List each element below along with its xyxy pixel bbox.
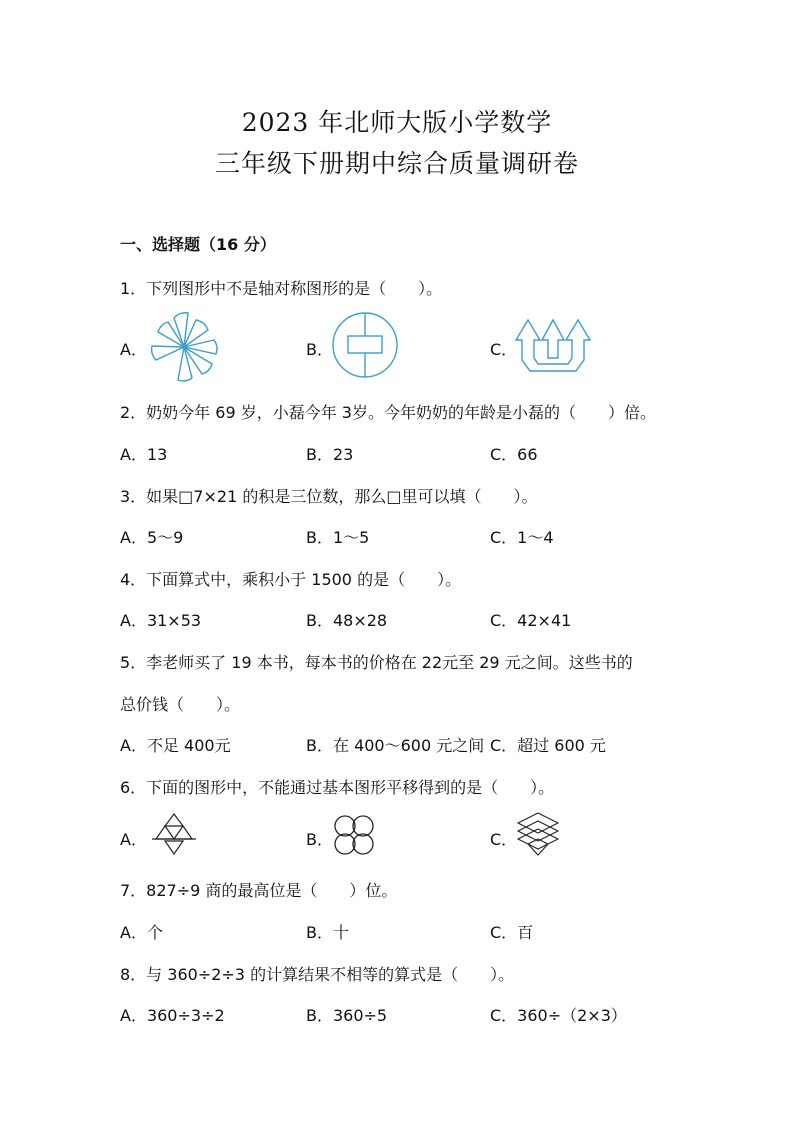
question-4-option-c[interactable]: C．42×41 [490, 611, 572, 630]
question-3-option-a[interactable]: A．5～9 [120, 528, 184, 547]
question-2-option-b[interactable]: B．23 [306, 445, 354, 464]
question-3-option-c[interactable]: C．1～4 [490, 528, 554, 547]
question-2-option-a[interactable]: A．13 [120, 445, 168, 464]
page-subtitle: 三年级下册期中综合质量调研卷 [214, 149, 579, 178]
question-4-text: 4．下面算式中，乘积小于 1500 的是（ ）。 [120, 570, 462, 589]
section-heading: 一、选择题（16 分） [120, 235, 276, 254]
triangle-stack-figure [150, 812, 198, 856]
question-5-option-a[interactable]: A．不足 400元 [120, 736, 231, 755]
pinwheel-figure [148, 310, 222, 382]
page-title: 2023 年北师大版小学数学 [241, 108, 553, 137]
question-5-option-c[interactable]: C．超过 600 元 [490, 736, 606, 755]
question-6-option-b[interactable]: B． [306, 830, 333, 849]
question-5-text-continued: 总价钱（ ）。 [120, 695, 241, 714]
question-4-option-b[interactable]: B．48×28 [306, 611, 388, 630]
question-8-text: 8．与 360÷2÷3 的计算结果不相等的算式是（ ）。 [120, 965, 515, 984]
question-1-option-b[interactable]: B． [306, 340, 333, 359]
circle-rect-figure [331, 311, 399, 379]
question-3-option-b[interactable]: B．1～5 [306, 528, 370, 547]
question-8-option-a[interactable]: A．360÷3÷2 [120, 1006, 225, 1025]
question-5-option-b[interactable]: B．在 400～600 元之间 [306, 736, 485, 755]
question-1-text: 1．下列图形中不是轴对称图形的是（ ）。 [120, 279, 443, 298]
question-2-option-c[interactable]: C．66 [490, 445, 538, 464]
question-3-text: 3．如果□7×21 的积是三位数，那么□里可以填（ ）。 [120, 487, 538, 506]
question-7-option-a[interactable]: A．个 [120, 923, 163, 942]
question-6-option-a[interactable]: A． [120, 830, 147, 849]
question-6-text: 6．下面的图形中，不能通过基本图形平移得到的是（ ）。 [120, 778, 555, 797]
question-2-text: 2．奶奶今年 69 岁，小磊今年 3岁。今年奶奶的年龄是小磊的（ ）倍。 [120, 403, 656, 422]
four-circle-figure [331, 813, 377, 857]
question-1-option-c[interactable]: C． [490, 340, 518, 359]
question-5-text: 5．李老师买了 19 本书，每本书的价格在 22元至 29 元之间。这些书的 [120, 653, 633, 672]
rhombus-stack-figure [514, 811, 562, 857]
question-7-option-b[interactable]: B．十 [306, 923, 349, 942]
question-7-option-c[interactable]: C．百 [490, 923, 534, 942]
triple-arrow-figure [514, 316, 592, 374]
question-1-option-a[interactable]: A． [120, 340, 147, 359]
question-8-option-b[interactable]: B．360÷5 [306, 1006, 388, 1025]
question-7-text: 7．827÷9 商的最高位是（ ）位。 [120, 881, 398, 900]
question-4-option-a[interactable]: A．31×53 [120, 611, 202, 630]
question-6-option-c[interactable]: C． [490, 830, 518, 849]
question-8-option-c[interactable]: C．360÷（2×3） [490, 1006, 627, 1025]
